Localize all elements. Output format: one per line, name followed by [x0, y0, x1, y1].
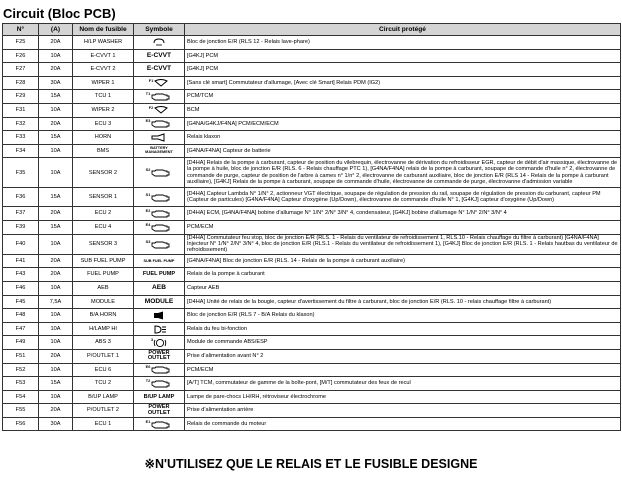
fuse-amperage: 10A [39, 336, 73, 350]
table-row [3, 349, 621, 363]
fuse-amperage: 10A [39, 281, 73, 295]
fuse-number: F51 [3, 349, 39, 363]
table-row [3, 76, 621, 90]
symbol-label: POWER OUTLET [147, 349, 171, 362]
table-row [3, 322, 621, 336]
fuse-amperage: 10A [39, 49, 73, 63]
fuse-symbol [134, 349, 185, 363]
fuse-symbol [134, 49, 185, 63]
fuse-number: F47 [3, 322, 39, 336]
symbol-code: F1 [148, 79, 154, 84]
table-row [3, 36, 621, 50]
fuse-name: P/OUTLET 1 [73, 349, 134, 363]
fuse-symbol [134, 322, 185, 336]
fuse-symbol [134, 207, 185, 221]
fuse-amperage: 10A [39, 390, 73, 404]
fuse-symbol [134, 103, 185, 117]
fuse-symbol [134, 268, 185, 282]
symbol-code: F2 [148, 106, 154, 111]
symbol-code: 3 [150, 337, 154, 342]
fuse-symbol [134, 188, 185, 207]
symbol-code: S3 [145, 239, 151, 244]
engine-icon [150, 211, 172, 217]
header-amperage: (A) [39, 24, 73, 36]
protected-circuit: Relais du feu bi-fonction [185, 322, 621, 336]
protected-circuit: [Sans clé smart] Commutateur d'allumage, [Avec clé Smart] Relais PDM (IG2) [185, 76, 621, 90]
fuse-name: ECU 4 [73, 220, 134, 234]
fuse-symbol [134, 390, 185, 404]
fuse-number: F52 [3, 363, 39, 377]
engine-icon [150, 367, 172, 373]
fuse-symbol [134, 36, 185, 50]
table-row [3, 234, 621, 254]
fuse-amperage: 10A [39, 158, 73, 188]
table-row [3, 63, 621, 77]
fuse-symbol [134, 220, 185, 234]
table-row [3, 220, 621, 234]
fuse-table [2, 23, 621, 431]
fuse-amperage: 10A [39, 103, 73, 117]
protected-circuit: PCM/TCM [185, 90, 621, 104]
fuse-name: B/UP LAMP [73, 390, 134, 404]
protected-circuit: Module de commande ABS/ESP [185, 336, 621, 350]
table-row [3, 144, 621, 158]
engine-icon [150, 170, 172, 176]
fuse-name: BMS [73, 144, 134, 158]
page-title: Circuit (Bloc PCB) [3, 6, 116, 21]
symbol-label: AEB [152, 284, 166, 292]
fuse-symbol [134, 295, 185, 309]
fuse-amperage: 20A [39, 207, 73, 221]
engine-icon [150, 94, 172, 100]
table-row [3, 268, 621, 282]
fuse-amperage: 15A [39, 90, 73, 104]
fuse-amperage: 7,5A [39, 295, 73, 309]
fuse-amperage: 20A [39, 36, 73, 50]
header-symbol: Symbole [134, 24, 185, 36]
fuse-number: F31 [3, 103, 39, 117]
table-header-row [3, 24, 621, 36]
fuse-name: AEB [73, 281, 134, 295]
fuse-amperage: 20A [39, 349, 73, 363]
symbol-code: E3 [145, 119, 151, 124]
fuse-symbol [134, 90, 185, 104]
header-protected-circuit: Circuit protégé [185, 24, 621, 36]
fuse-number: F54 [3, 390, 39, 404]
fuse-name: TCU 2 [73, 377, 134, 391]
wiper-icon [153, 81, 169, 87]
fuse-number: F53 [3, 377, 39, 391]
fuse-symbol [134, 131, 185, 145]
washer-icon [151, 40, 167, 46]
fuse-name: HORN [73, 131, 134, 145]
protected-circuit: Capteur AEB [185, 281, 621, 295]
fuse-number: F32 [3, 117, 39, 131]
symbol-label: FUEL PUMP [142, 271, 176, 278]
fuse-number: F27 [3, 63, 39, 77]
protected-circuit: [G4NA/F4NA] Capteur de batterie [185, 144, 621, 158]
symbol-label: MODULE [144, 297, 174, 305]
horn-icon [150, 135, 168, 141]
protected-circuit: Prise d'alimentation arrière [185, 404, 621, 418]
fuse-amperage: 20A [39, 254, 73, 268]
symbol-code: S2 [145, 168, 151, 173]
symbol-code: S1 [145, 192, 151, 197]
symbol-label: SUB FUEL PUMP [143, 258, 175, 263]
protected-circuit: Relais de commande du moteur [185, 417, 621, 431]
table-row [3, 131, 621, 145]
table-row [3, 117, 621, 131]
fuse-symbol [134, 76, 185, 90]
fuse-name: SENSOR 2 [73, 158, 134, 188]
fuse-amperage: 15A [39, 188, 73, 207]
fuse-name: ECU 1 [73, 417, 134, 431]
symbol-code: E2 [145, 209, 151, 214]
fuse-amperage: 10A [39, 309, 73, 323]
fuse-name: SUB FUEL PUMP [73, 254, 134, 268]
protected-circuit: PCM/ECM [185, 363, 621, 377]
fuse-name: H/LP WASHER [73, 36, 134, 50]
fuse-number: F49 [3, 336, 39, 350]
fuse-number: F55 [3, 404, 39, 418]
fuse-symbol [134, 117, 185, 131]
fuse-symbol [134, 417, 185, 431]
fuse-symbol [134, 144, 185, 158]
table-row [3, 254, 621, 268]
fuse-name: P/OUTLET 2 [73, 404, 134, 418]
fuse-amperage: 20A [39, 404, 73, 418]
table-row [3, 336, 621, 350]
fuse-amperage: 15A [39, 377, 73, 391]
fuse-number: F26 [3, 49, 39, 63]
fuse-amperage: 20A [39, 63, 73, 77]
table-row [3, 377, 621, 391]
fuse-number: F25 [3, 36, 39, 50]
symbol-label: E-CVVT [146, 51, 172, 59]
fuse-amperage: 15A [39, 131, 73, 145]
fuse-symbol [134, 336, 185, 350]
ba-horn-icon [151, 313, 167, 319]
fuse-name: FUEL PUMP [73, 268, 134, 282]
fuse-symbol [134, 377, 185, 391]
fuse-number: F43 [3, 268, 39, 282]
fuse-number: F56 [3, 417, 39, 431]
fuse-name: ECU 3 [73, 117, 134, 131]
high-beam-icon [151, 327, 167, 333]
fuse-name: ABS 3 [73, 336, 134, 350]
protected-circuit: [G4KJ] PCM [185, 63, 621, 77]
fuse-name: MODULE [73, 295, 134, 309]
table-row [3, 390, 621, 404]
engine-icon [150, 242, 172, 248]
fuse-name: SENSOR 1 [73, 188, 134, 207]
fuse-symbol [134, 404, 185, 418]
fuse-name: ECU 2 [73, 207, 134, 221]
fuse-name: E-CVVT 1 [73, 49, 134, 63]
table-row [3, 207, 621, 221]
fuse-number: F46 [3, 281, 39, 295]
wiper-icon [153, 108, 169, 114]
symbol-code: E4 [145, 222, 151, 227]
protected-circuit: Bloc de jonction E/R (RLS 12 - Relais lave-phare) [185, 36, 621, 50]
symbol-code: T1 [145, 92, 151, 97]
fuse-number: F48 [3, 309, 39, 323]
fuse-name: H/LAMP HI [73, 322, 134, 336]
fuse-number: F40 [3, 234, 39, 254]
protected-circuit: Relais klaxon [185, 131, 621, 145]
fuse-number: F39 [3, 220, 39, 234]
fuse-symbol [134, 63, 185, 77]
table-row [3, 158, 621, 188]
fuse-number: F37 [3, 207, 39, 221]
fuse-amperage: 15A [39, 220, 73, 234]
header-fuse-name: Nom de fusible [73, 24, 134, 36]
protected-circuit: Bloc de jonction E/R (RLS 7 - B/A Relais du klaxon) [185, 309, 621, 323]
fuse-number: F29 [3, 90, 39, 104]
symbol-label: B/UP LAMP [143, 393, 175, 400]
table-row [3, 90, 621, 104]
fuse-symbol [134, 281, 185, 295]
fuse-amperage: 20A [39, 268, 73, 282]
protected-circuit: Relais de la pompe à carburant [185, 268, 621, 282]
fuse-number: F41 [3, 254, 39, 268]
fuse-amperage: 10A [39, 234, 73, 254]
fuse-name: TCU 1 [73, 90, 134, 104]
engine-icon [150, 422, 172, 428]
symbol-label: E-CVVT [146, 65, 172, 73]
symbol-code: E6 [145, 365, 151, 370]
fuse-number: F28 [3, 76, 39, 90]
fuse-number: F35 [3, 158, 39, 188]
header-number: N° [3, 24, 39, 36]
protected-circuit: [D4HA] Capteur Lambda N° 1/N° 2, actionneur VGT électrique, soupape de régulation de pression du rail, soupape de régulation de pression du carburant, capteur PM (Capteur de particules) [G4NA/F4NA] Capteur d'oxygène (Up/Down), électrovanne de commande d'huile N° 1, [G4KJ] capteur d'oxygène (Up/Down) [185, 188, 621, 207]
protected-circuit: [G4KJ] PCM [185, 49, 621, 63]
footer-warning: ※N'UTILISEZ QUE LE RELAIS ET LE FUSIBLE DESIGNE [144, 457, 478, 471]
fuse-number: F34 [3, 144, 39, 158]
symbol-label: BATTERY MANAGEMENT [145, 146, 173, 155]
abs-icon [150, 337, 167, 346]
fuse-name: WIPER 1 [73, 76, 134, 90]
protected-circuit: [G4NA/G4KJ/F4NA] PCM/ECM/ECM [185, 117, 621, 131]
fuse-amperage: 30A [39, 76, 73, 90]
fuse-symbol [134, 254, 185, 268]
protected-circuit: [D4HA] Commutateur feu stop, bloc de jonction E/R (RLS. 1 - Relais du ventilateur de refroidissement 1, RLS.10 - Relais chauffage du filtre à carburant) [G4NA/F4NA] Injecteur N° 1/N° 2/N° 3/N° 4, bloc de jonction E/R (RLS.1 - Relais du ventilateur de refroidissement 1), [G4KJ] Bloc de jonction E/R (RLS. 1 - Relais hautbas du ventilateur de refroidissement) [185, 234, 621, 254]
table-row [3, 49, 621, 63]
protected-circuit: [D4HA] Unité de relais de la bougie, capteur d'avertissement du filtre à carburant, bloc de jonction E/R (RLS. 10 - relais chauffage filtre à carburant) [185, 295, 621, 309]
fuse-amperage: 10A [39, 144, 73, 158]
fuse-name: E-CVVT 2 [73, 63, 134, 77]
table-row [3, 363, 621, 377]
engine-icon [150, 225, 172, 231]
engine-icon [150, 121, 172, 127]
table-row [3, 417, 621, 431]
protected-circuit: [D4HA] Relais de la pompe à carburant, capteur de position du vilebrequin, électrovanne de dérivation du refroidisseur EGR, capteur de débit d'air massique, électrovanne de la pompe à huile, bloc de jonction E/R (RLS. 6 - Relais chauffage PTC 1), [G4NA/F4NA] relais de la pompe à carburant, soupape de commande d'huile n° 2, électrovanne de commande de purge, capteur de position de l'arbre à cames n° 1/n° 2, électrovanne de carburant auxiliaire, bloc de jonction E/R (RLS 14 - Relais de la pompe à carburant auxiliaire), [G4KJ] Relais de la pompe à carburant, soupape de commande d'huile, électrovanne de commande de purge, électrovanne d'admission variable [185, 158, 621, 188]
protected-circuit: [D4HA] ECM, [G4NA/F4NA] bobine d'allumage N° 1/N° 2/N° 3/N° 4, condensateur, [G4KJ] bobine d'allumage N° 1/N° 2/N° 3/N° 4 [185, 207, 621, 221]
engine-icon [150, 381, 172, 387]
fuse-name: SENSOR 3 [73, 234, 134, 254]
fuse-name: B/A HORN [73, 309, 134, 323]
symbol-code: E1 [145, 419, 151, 424]
fuse-amperage: 10A [39, 363, 73, 377]
fuse-number: F45 [3, 295, 39, 309]
fuse-symbol [134, 234, 185, 254]
protected-circuit: [G4NA/F4NA] Bloc de jonction E/R (RLS. 14 - Relais de la pompe à carburant auxiliaire) [185, 254, 621, 268]
protected-circuit: [A/T] TCM, commutateur de gamme de la boîte-pont, [M/T] commutateur des feux de recul [185, 377, 621, 391]
fuse-symbol [134, 309, 185, 323]
table-row [3, 281, 621, 295]
symbol-code: T2 [145, 378, 151, 383]
symbol-label: POWER OUTLET [147, 403, 171, 416]
fuse-amperage: 30A [39, 417, 73, 431]
fuse-name: ECU 6 [73, 363, 134, 377]
protected-circuit: Prise d'alimentation avant N° 2 [185, 349, 621, 363]
table-row [3, 188, 621, 207]
table-row [3, 309, 621, 323]
fuse-amperage: 20A [39, 117, 73, 131]
protected-circuit: BCM [185, 103, 621, 117]
table-row [3, 295, 621, 309]
fuse-symbol [134, 363, 185, 377]
table-row [3, 103, 621, 117]
fuse-number: F36 [3, 188, 39, 207]
table-row [3, 404, 621, 418]
fuse-number: F33 [3, 131, 39, 145]
protected-circuit: Lampe de pare-chocs LH/RH, rétroviseur électrochrome [185, 390, 621, 404]
engine-icon [150, 195, 172, 201]
fuse-symbol [134, 158, 185, 188]
protected-circuit: PCM/ECM [185, 220, 621, 234]
fuse-name: WIPER 2 [73, 103, 134, 117]
fuse-amperage: 10A [39, 322, 73, 336]
